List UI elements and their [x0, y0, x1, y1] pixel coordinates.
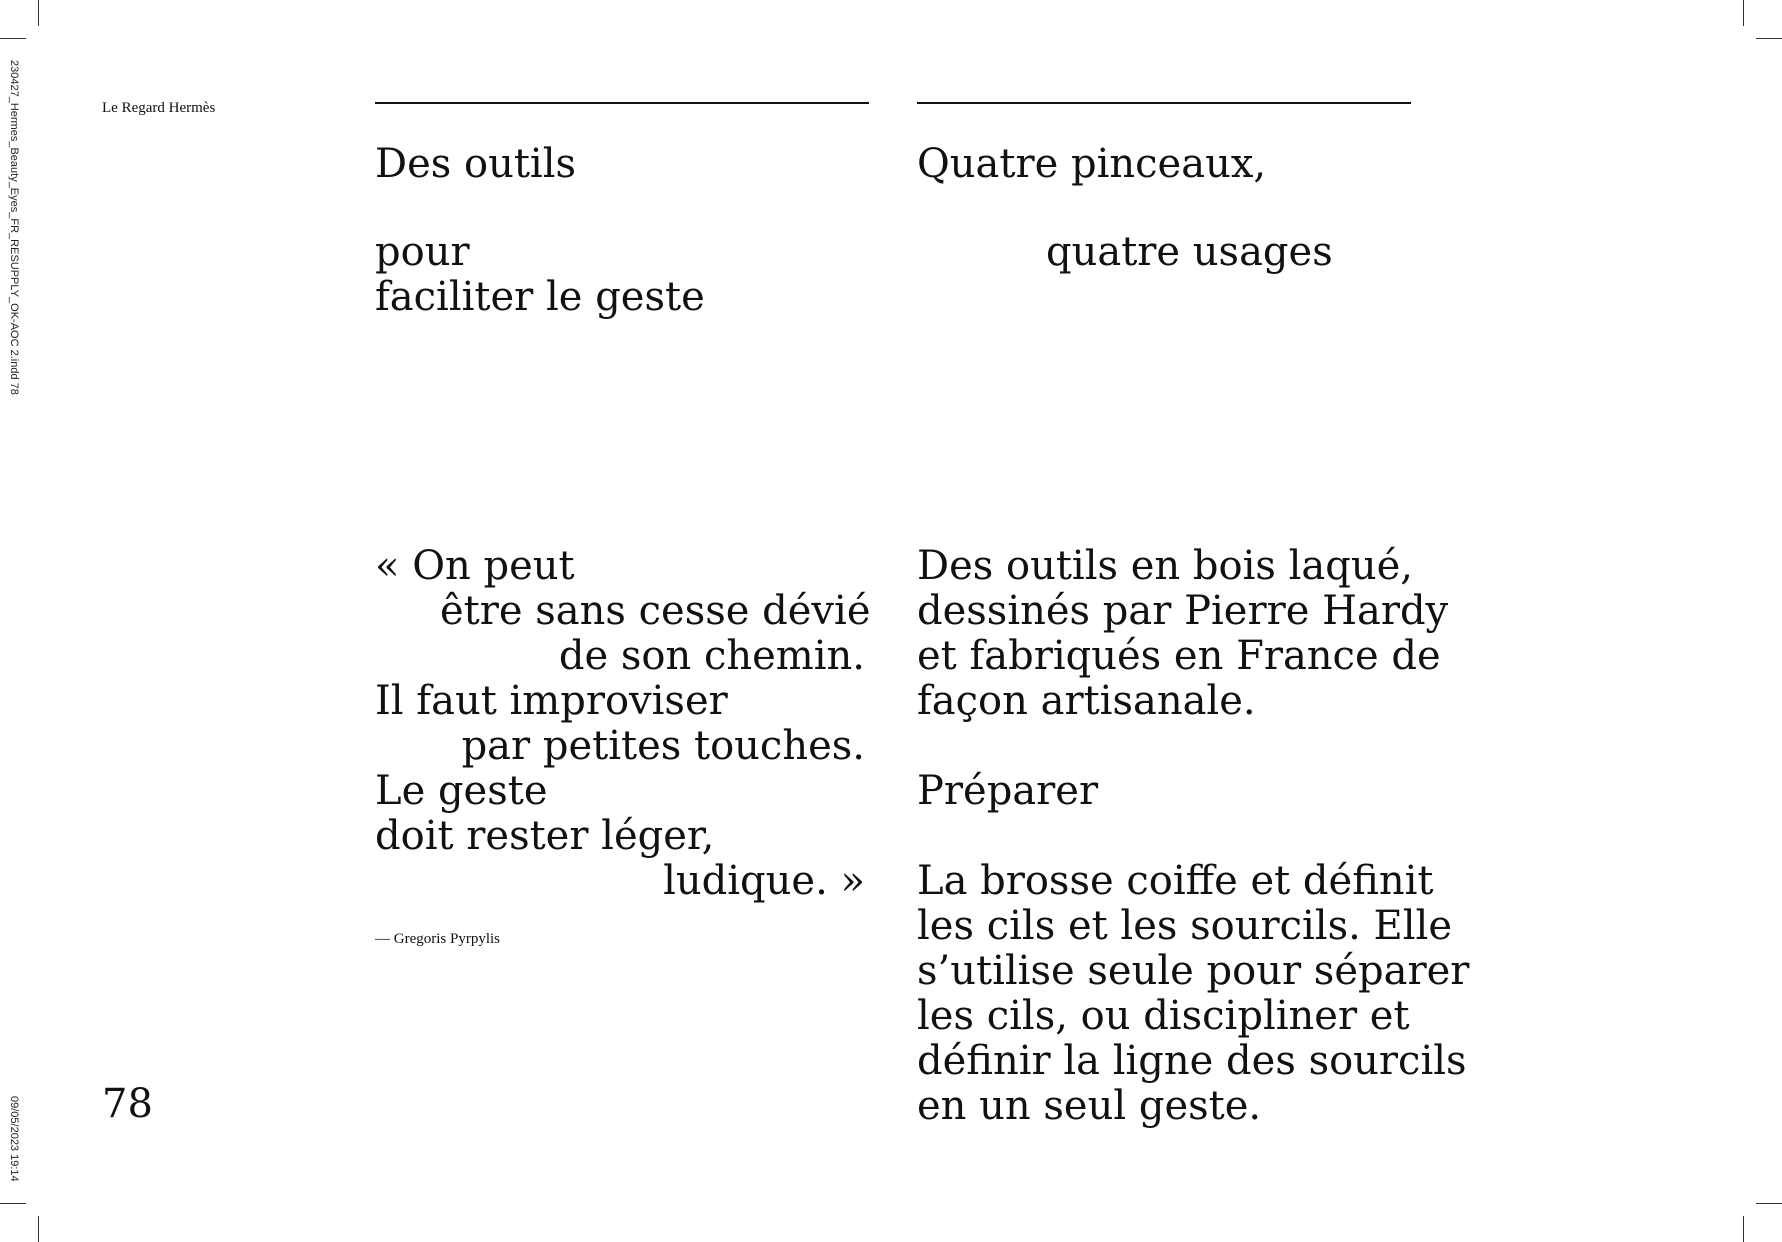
- quote-line: être sans cesse dévié: [440, 588, 871, 634]
- left-heading: Des outils: [375, 141, 577, 187]
- crop-mark: [1756, 38, 1782, 39]
- body-line: les cils, ou discipliner et: [917, 993, 1410, 1039]
- quote-line: ludique. »: [663, 858, 865, 904]
- file-slug: 230427_Hermes_Beauty_Eyes_FR_RESUPPLY_OK-AOC 2.indd 78: [8, 60, 20, 395]
- subheading-line: pour: [375, 229, 470, 275]
- print-timestamp: 09/05/2023 19:14: [8, 1096, 20, 1182]
- left-subheading: [375, 230, 705, 320]
- quote-line: Le geste: [375, 768, 548, 814]
- intro-paragraph: [917, 544, 1448, 724]
- body-line: La brosse coiffe et définit: [917, 858, 1434, 904]
- right-subheading: quatre usages: [1046, 229, 1333, 275]
- quote-line: par petites touches.: [461, 723, 865, 769]
- crop-mark: [1743, 0, 1744, 26]
- page-number: 78: [102, 1081, 153, 1127]
- crop-mark: [0, 38, 26, 39]
- pull-quote: [375, 543, 871, 904]
- intro-line: et fabriqués en France de: [917, 633, 1441, 679]
- intro-line: façon artisanale.: [917, 678, 1256, 724]
- crop-mark: [38, 1216, 39, 1242]
- crop-mark: [1756, 1203, 1782, 1204]
- right-column-rule: [917, 102, 1411, 104]
- section-title: Préparer: [917, 768, 1099, 814]
- crop-mark: [0, 1203, 26, 1204]
- left-column-rule: [375, 102, 869, 104]
- quote-line: Il faut improviser: [375, 678, 728, 724]
- subheading-line: faciliter le geste: [375, 274, 705, 320]
- crop-mark: [1743, 1216, 1744, 1242]
- intro-line: Des outils en bois laqué,: [917, 543, 1413, 589]
- running-header: Le Regard Hermès: [102, 100, 216, 116]
- intro-line: dessinés par Pierre Hardy: [917, 588, 1449, 634]
- body-line: s’utilise seule pour séparer: [917, 948, 1470, 994]
- crop-mark: [38, 0, 39, 26]
- right-heading: Quatre pinceaux,: [917, 141, 1267, 187]
- body-paragraph: [917, 859, 1469, 1129]
- quote-line: de son chemin.: [558, 633, 865, 679]
- quote-line: « On peut: [375, 543, 575, 589]
- body-line: les cils et les sourcils. Elle: [917, 903, 1452, 949]
- quote-line: doit rester léger,: [375, 813, 715, 859]
- quote-attribution: — Gregoris Pyrpylis: [375, 931, 500, 947]
- body-line: en un seul geste.: [917, 1083, 1262, 1129]
- body-line: définir la ligne des sourcils: [917, 1038, 1467, 1084]
